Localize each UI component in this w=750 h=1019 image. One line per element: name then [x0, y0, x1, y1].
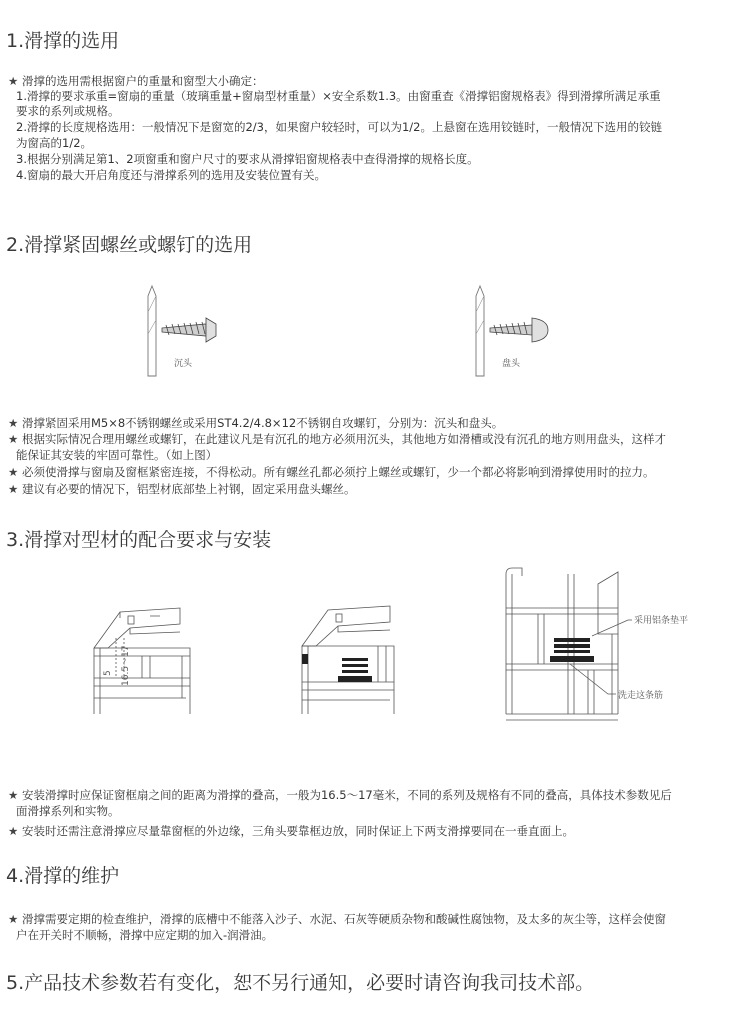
s1-line-1: 1.滑撑的要求承重=窗扇的重量（玻璃重量+窗扇型材重量）×安全系数1.3。由窗重查《滑撑铝窗规格表》得到滑撑所满足承重 — [16, 89, 661, 103]
s1-line-0: ★ 滑撑的选用需根据窗户的重量和窗型大小确定： — [8, 74, 263, 89]
profile-diagram-1 — [90, 598, 200, 718]
s1-line-3: 2.滑撑的长度规格选用：一般情况下是窗宽的2/3，如果窗户较轻时，可以为1/2。上悬窗在选用铰链时，一般情况下选用的铰链 — [16, 120, 662, 134]
s2-line-3: ★ 必须使滑撑与窗扇及窗框紧密连接，不得松动。所有螺丝孔都必须拧上螺丝或螺钉，少一个都必将影响到滑撑使用时的拉力。 — [8, 465, 654, 480]
countersunk-screw-diagram — [140, 282, 240, 382]
section-1-title: 1.滑撑的选用 — [6, 30, 120, 52]
callout-aluminum-strip: 采用铝条垫平 — [634, 616, 689, 626]
profile-diagram-3 — [498, 564, 738, 734]
s2-line-0: ★ 滑撑紧固采用M5×8不锈钢螺丝或采用ST4.2/4.8×12不锈钢自攻螺钉，分别为：沉头和盘头。 — [8, 416, 503, 431]
s3-line-2: ★ 安装时还需注意滑撑应尽量靠窗框的外边缘，三角头要靠框边放，同时保证上下两支滑撑要同在一垂直面上。 — [8, 824, 574, 839]
callout-remove-rib: 洗走这条筋 — [618, 691, 664, 701]
label-panhead: 盘头 — [502, 359, 521, 369]
section-2-title: 2.滑撑紧固螺丝或螺钉的选用 — [6, 234, 253, 256]
s4-line-0: ★ 滑撑需要定期的检查维护，滑撑的底槽中不能落入沙子、水泥、石灰等硬质杂物和酸碱性腐蚀物，及太多的灰尘等，这样会使窗 — [8, 912, 666, 927]
s3-line-0: ★ 安装滑撑时应保证窗框扇之间的距离为滑撑的叠高，一般为16.5～17毫米，不同的系列及规格有不同的叠高，具体技术参数见后 — [8, 788, 672, 803]
s2-line-4: ★ 建议有必要的情况下，铝型材底部垫上衬钢，固定采用盘头螺丝。 — [8, 482, 355, 497]
s3-line-1: 面滑撑系列和实物。 — [16, 804, 120, 818]
s4-line-1: 户在开关时不顺畅，滑撑中应定期的加入-润滑油。 — [16, 928, 274, 942]
s2-line-2: 能保证其安装的牢固可靠性。（如上图） — [16, 448, 218, 462]
panhead-screw-diagram — [468, 282, 568, 382]
section-5-title: 5.产品技术参数若有变化，恕不另行通知，必要时请咨询我司技术部。 — [6, 972, 595, 994]
label-countersunk: 沉头 — [174, 359, 193, 369]
section-3-title: 3.滑撑对型材的配合要求与安装 — [6, 529, 272, 551]
section-4-title: 4.滑撑的维护 — [6, 865, 120, 887]
s1-line-6: 4.窗扇的最大开启角度还与滑撑系列的选用及安装位置有关。 — [16, 168, 326, 182]
dim-small: 5 — [103, 670, 113, 676]
s1-line-2: 要求的系列或规格。 — [16, 104, 120, 118]
dim-large: 16.5～17 — [121, 645, 131, 686]
s1-line-5: 3.根据分别满足第1、2项窗重和窗户尺寸的要求从滑撑铝窗规格表中查得滑撑的规格长度。 — [16, 152, 479, 166]
profile-diagram-2 — [298, 598, 408, 718]
s2-line-1: ★ 根据实际情况合理用螺丝或螺钉，在此建议凡是有沉孔的地方必须用沉头，其他地方如滑槽或没有沉孔的地方则用盘头，这样才 — [8, 432, 666, 447]
s1-line-4: 为窗高的1/2。 — [16, 136, 93, 150]
